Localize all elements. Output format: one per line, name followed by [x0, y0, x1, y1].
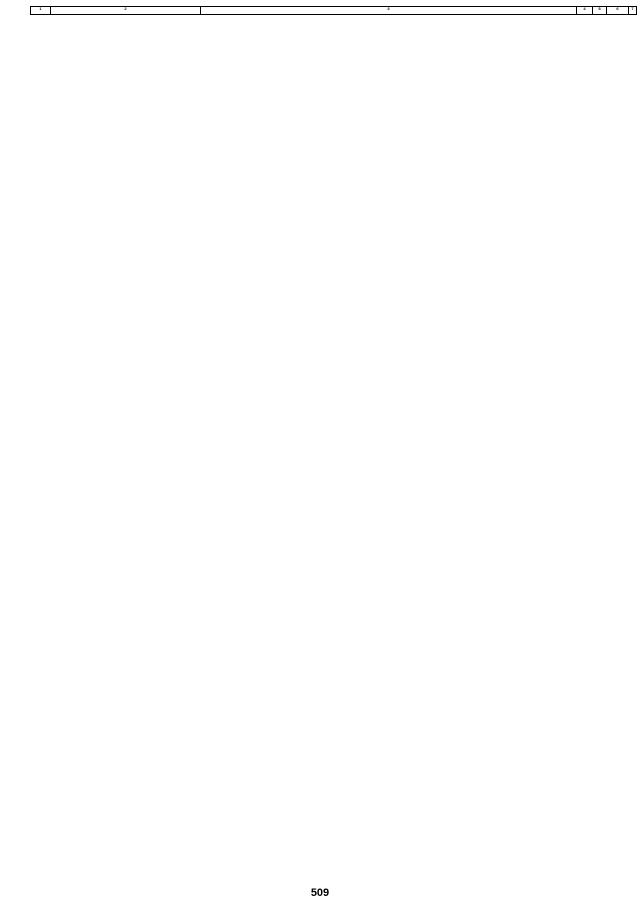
- header-row: [31, 7, 637, 15]
- col-7-header: 7: [629, 7, 637, 15]
- col-2-header: 2: [51, 7, 201, 15]
- col-3-header: 3: [201, 7, 577, 15]
- page-number: 509: [310, 887, 330, 899]
- col-1-header: 1: [31, 7, 51, 15]
- col-5-header: 5: [593, 7, 607, 15]
- register-table: [30, 6, 637, 15]
- register-sheet: [30, 6, 636, 15]
- col-6-header: 6: [607, 7, 629, 15]
- col-4-header: 4: [577, 7, 593, 15]
